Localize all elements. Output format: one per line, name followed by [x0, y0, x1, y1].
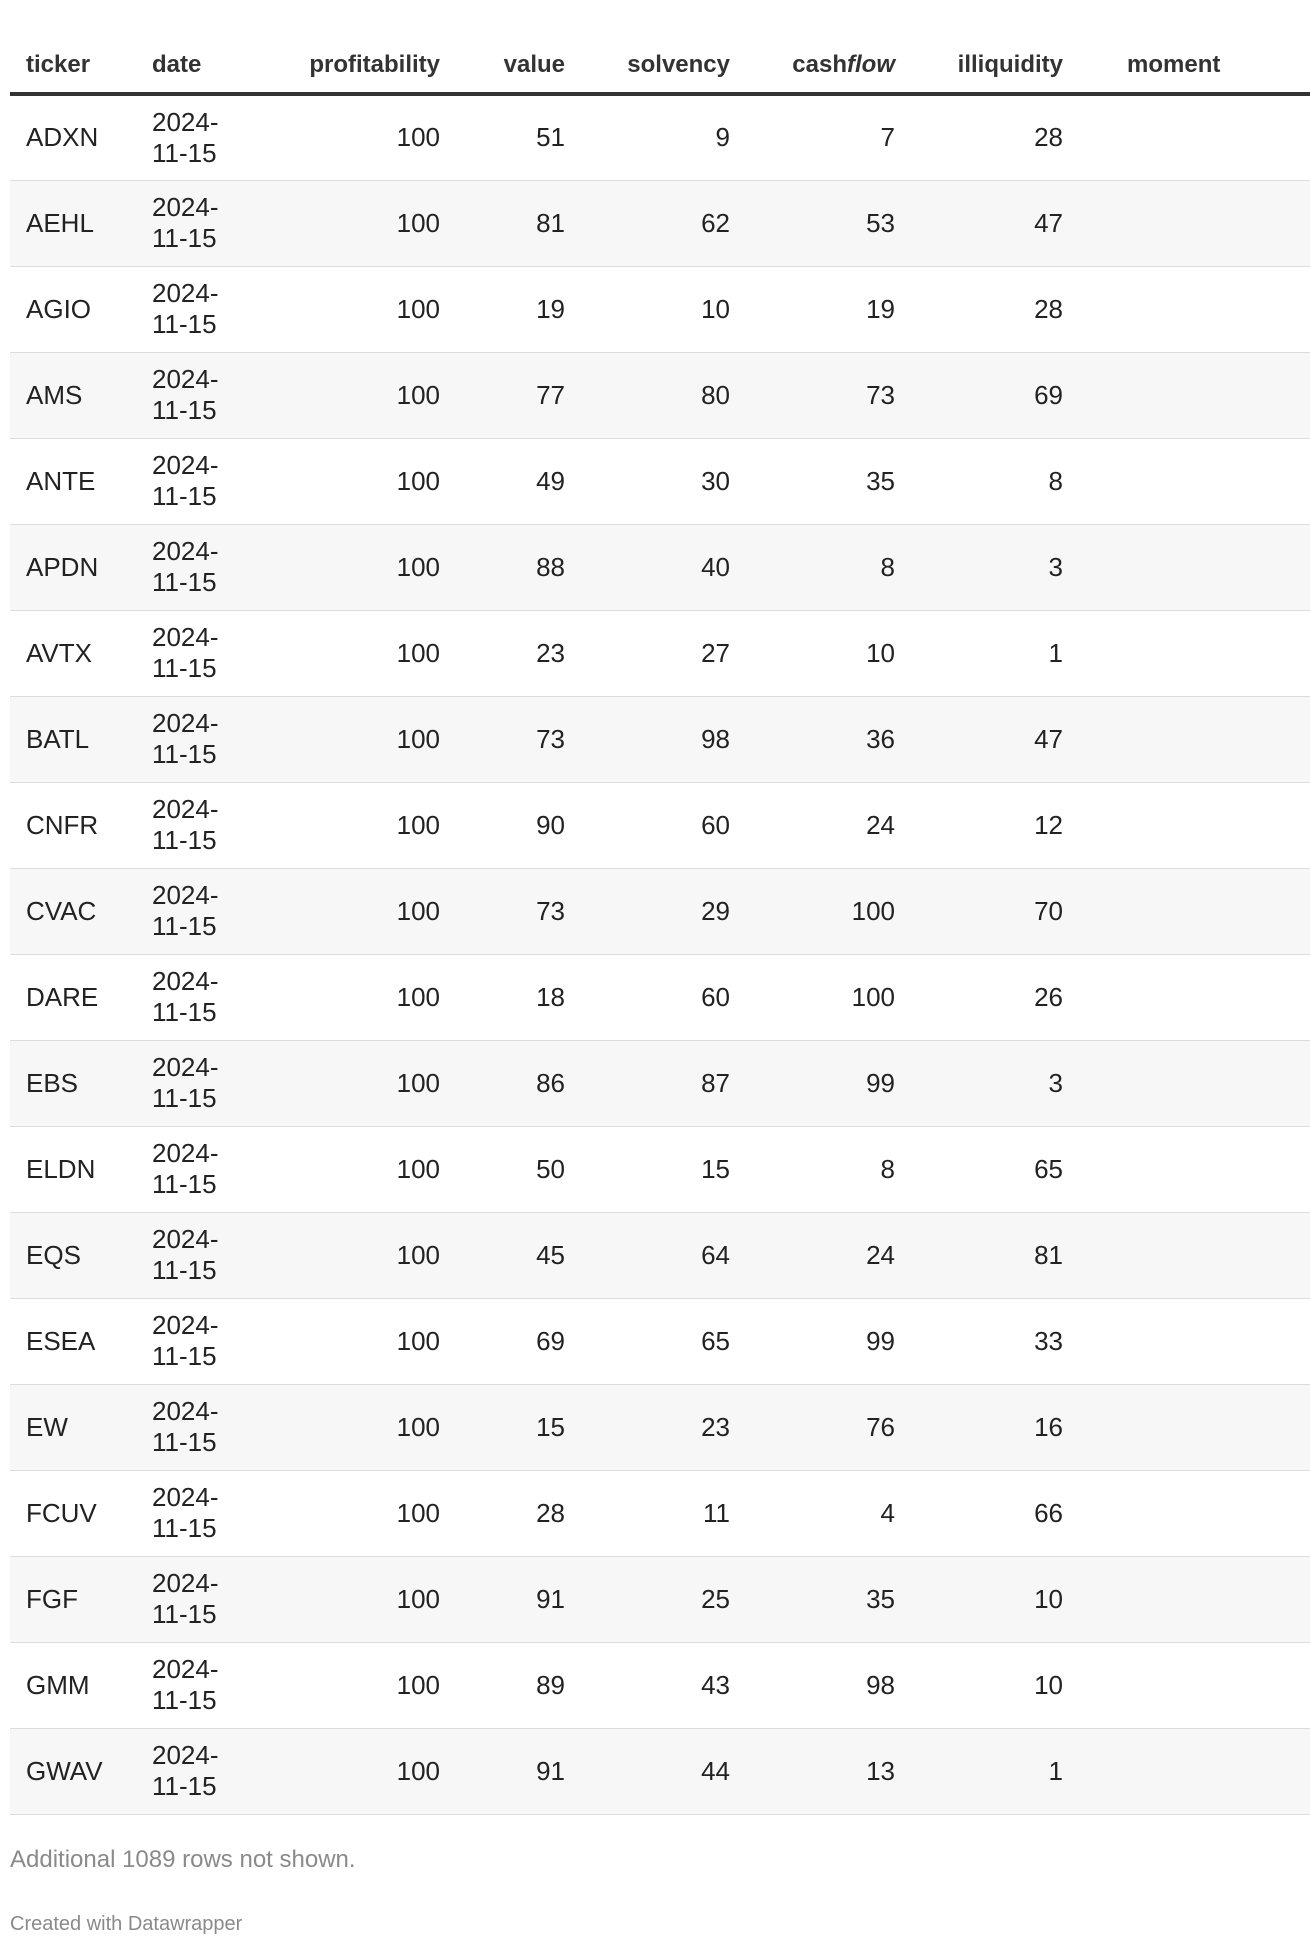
cell-momentum	[1063, 94, 1310, 180]
table-row	[10, 1298, 1310, 1384]
cell-momentum	[1063, 266, 1310, 352]
date-year-part: 2024-	[152, 708, 219, 738]
cell-value: 89	[440, 1642, 565, 1728]
cell-profitability: 100	[262, 782, 440, 868]
cell-ticker: EW	[10, 1384, 152, 1470]
cell-illiquidity: 70	[895, 868, 1063, 954]
cell-date	[152, 1728, 262, 1814]
cell-value: 77	[440, 352, 565, 438]
cell-solvency: 29	[565, 868, 730, 954]
column-header-value[interactable]: value	[440, 38, 565, 94]
date-year-part: 2024-	[152, 1396, 219, 1426]
cell-value: 69	[440, 1298, 565, 1384]
cell-cashflow: 35	[730, 1556, 895, 1642]
date-year-part: 2024-	[152, 450, 219, 480]
cell-date	[152, 438, 262, 524]
date-year-part: 2024-	[152, 622, 219, 652]
cell-solvency: 80	[565, 352, 730, 438]
cell-solvency: 25	[565, 1556, 730, 1642]
cell-solvency: 60	[565, 954, 730, 1040]
cell-value: 86	[440, 1040, 565, 1126]
cell-illiquidity: 10	[895, 1556, 1063, 1642]
table-row	[10, 782, 1310, 868]
cell-momentum	[1063, 610, 1310, 696]
cell-solvency: 40	[565, 524, 730, 610]
table-row	[10, 94, 1310, 180]
cell-profitability: 100	[262, 1728, 440, 1814]
cashflow-header-italic: flow	[847, 51, 895, 78]
cell-cashflow: 76	[730, 1384, 895, 1470]
cell-ticker: ESEA	[10, 1298, 152, 1384]
cell-ticker: ANTE	[10, 438, 152, 524]
cell-cashflow: 8	[730, 524, 895, 610]
cell-momentum	[1063, 1212, 1310, 1298]
date-year-part: 2024-	[152, 1224, 219, 1254]
cell-illiquidity: 26	[895, 954, 1063, 1040]
cashflow-header-plain: cash	[792, 51, 847, 78]
cell-momentum	[1063, 352, 1310, 438]
cell-solvency: 9	[565, 94, 730, 180]
column-header-illiquidity[interactable]: illiquidity	[895, 38, 1063, 94]
date-month-day-part: 11-15	[152, 911, 217, 941]
table-row	[10, 1470, 1310, 1556]
cell-profitability: 100	[262, 954, 440, 1040]
cell-profitability: 100	[262, 1384, 440, 1470]
cell-illiquidity: 28	[895, 266, 1063, 352]
table-row	[10, 266, 1310, 352]
cell-illiquidity: 1	[895, 1728, 1063, 1814]
cell-solvency: 60	[565, 782, 730, 868]
date-month-day-part: 11-15	[152, 1255, 217, 1285]
cell-momentum	[1063, 696, 1310, 782]
date-month-day-part: 11-15	[152, 653, 217, 683]
cell-illiquidity: 10	[895, 1642, 1063, 1728]
cell-profitability: 100	[262, 1040, 440, 1126]
cell-cashflow: 99	[730, 1298, 895, 1384]
date-month-day-part: 11-15	[152, 395, 217, 425]
table-row	[10, 1212, 1310, 1298]
date-month-day-part: 11-15	[152, 309, 217, 339]
table-row	[10, 1384, 1310, 1470]
date-year-part: 2024-	[152, 1138, 219, 1168]
date-year-part: 2024-	[152, 1568, 219, 1598]
cell-ticker: DARE	[10, 954, 152, 1040]
cell-illiquidity: 8	[895, 438, 1063, 524]
date-month-day-part: 11-15	[152, 1771, 217, 1801]
table-row	[10, 1728, 1310, 1814]
cell-momentum	[1063, 1384, 1310, 1470]
cell-value: 45	[440, 1212, 565, 1298]
table-row	[10, 180, 1310, 266]
cell-profitability: 100	[262, 1642, 440, 1728]
cell-ticker: ADXN	[10, 94, 152, 180]
cell-solvency: 30	[565, 438, 730, 524]
cell-illiquidity: 47	[895, 696, 1063, 782]
cell-profitability: 100	[262, 1470, 440, 1556]
cell-cashflow: 19	[730, 266, 895, 352]
date-month-day-part: 11-15	[152, 1341, 217, 1371]
table-notes: Additional 1089 rows not shown.	[10, 1846, 356, 1873]
cell-solvency: 15	[565, 1126, 730, 1212]
cell-date	[152, 610, 262, 696]
table-row	[10, 954, 1310, 1040]
cell-illiquidity: 66	[895, 1470, 1063, 1556]
cell-ticker: EQS	[10, 1212, 152, 1298]
table-row	[10, 524, 1310, 610]
cell-cashflow: 7	[730, 94, 895, 180]
column-header-date[interactable]: date	[152, 38, 262, 94]
cell-cashflow: 4	[730, 1470, 895, 1556]
cell-date	[152, 94, 262, 180]
cell-momentum	[1063, 1642, 1310, 1728]
date-month-day-part: 11-15	[152, 567, 217, 597]
cell-cashflow: 8	[730, 1126, 895, 1212]
cell-profitability: 100	[262, 610, 440, 696]
cell-value: 73	[440, 696, 565, 782]
cell-value: 49	[440, 438, 565, 524]
cell-ticker: GMM	[10, 1642, 152, 1728]
cell-ticker: ELDN	[10, 1126, 152, 1212]
date-year-part: 2024-	[152, 1740, 219, 1770]
cell-ticker: CVAC	[10, 868, 152, 954]
cell-profitability: 100	[262, 266, 440, 352]
cell-value: 18	[440, 954, 565, 1040]
cell-date	[152, 1556, 262, 1642]
cell-profitability: 100	[262, 868, 440, 954]
cell-date	[152, 696, 262, 782]
table-row	[10, 1556, 1310, 1642]
date-month-day-part: 11-15	[152, 1685, 217, 1715]
cell-ticker: AGIO	[10, 266, 152, 352]
cell-date	[152, 1384, 262, 1470]
cell-ticker: GWAV	[10, 1728, 152, 1814]
date-year-part: 2024-	[152, 880, 219, 910]
cell-value: 28	[440, 1470, 565, 1556]
cell-momentum	[1063, 524, 1310, 610]
cell-date	[152, 180, 262, 266]
cell-value: 73	[440, 868, 565, 954]
cell-profitability: 100	[262, 94, 440, 180]
cell-illiquidity: 69	[895, 352, 1063, 438]
date-year-part: 2024-	[152, 794, 219, 824]
cell-date	[152, 868, 262, 954]
cell-momentum	[1063, 1126, 1310, 1212]
cell-solvency: 10	[565, 266, 730, 352]
cell-profitability: 100	[262, 352, 440, 438]
cell-value: 91	[440, 1556, 565, 1642]
cell-ticker: AVTX	[10, 610, 152, 696]
cell-profitability: 100	[262, 696, 440, 782]
cell-illiquidity: 1	[895, 610, 1063, 696]
cell-date	[152, 1642, 262, 1728]
cell-cashflow: 24	[730, 782, 895, 868]
cell-profitability: 100	[262, 438, 440, 524]
cell-cashflow: 73	[730, 352, 895, 438]
date-year-part: 2024-	[152, 966, 219, 996]
table-body	[10, 94, 1310, 1814]
cell-illiquidity: 28	[895, 94, 1063, 180]
cell-ticker: FGF	[10, 1556, 152, 1642]
cell-ticker: FCUV	[10, 1470, 152, 1556]
cell-date	[152, 1298, 262, 1384]
column-header-ticker[interactable]: ticker	[10, 38, 152, 94]
date-year-part: 2024-	[152, 1654, 219, 1684]
cell-ticker: EBS	[10, 1040, 152, 1126]
cell-momentum	[1063, 1728, 1310, 1814]
cell-cashflow: 36	[730, 696, 895, 782]
cell-solvency: 65	[565, 1298, 730, 1384]
cell-momentum	[1063, 180, 1310, 266]
cell-momentum	[1063, 782, 1310, 868]
date-month-day-part: 11-15	[152, 1083, 217, 1113]
data-table	[10, 38, 1310, 1815]
column-header-solvency[interactable]: solvency	[565, 38, 730, 94]
table-row	[10, 610, 1310, 696]
cell-value: 50	[440, 1126, 565, 1212]
date-month-day-part: 11-15	[152, 1513, 217, 1543]
cell-cashflow: 10	[730, 610, 895, 696]
cell-date	[152, 1212, 262, 1298]
cell-illiquidity: 33	[895, 1298, 1063, 1384]
date-year-part: 2024-	[152, 536, 219, 566]
cell-cashflow: 99	[730, 1040, 895, 1126]
cell-ticker: AEHL	[10, 180, 152, 266]
cell-date	[152, 1126, 262, 1212]
data-table-container	[10, 38, 1221, 1815]
date-year-part: 2024-	[152, 364, 219, 394]
cell-profitability: 100	[262, 1298, 440, 1384]
cell-ticker: BATL	[10, 696, 152, 782]
cell-cashflow: 24	[730, 1212, 895, 1298]
cell-date	[152, 1470, 262, 1556]
table-row	[10, 438, 1310, 524]
cell-solvency: 62	[565, 180, 730, 266]
table-row	[10, 868, 1310, 954]
cell-profitability: 100	[262, 524, 440, 610]
table-row	[10, 1040, 1310, 1126]
date-month-day-part: 11-15	[152, 223, 217, 253]
cell-value: 51	[440, 94, 565, 180]
cell-solvency: 44	[565, 1728, 730, 1814]
cell-value: 88	[440, 524, 565, 610]
cell-solvency: 64	[565, 1212, 730, 1298]
cell-illiquidity: 12	[895, 782, 1063, 868]
table-header	[10, 38, 1310, 94]
cell-cashflow: 35	[730, 438, 895, 524]
cell-momentum	[1063, 1298, 1310, 1384]
cell-value: 23	[440, 610, 565, 696]
date-month-day-part: 11-15	[152, 739, 217, 769]
cell-illiquidity: 3	[895, 1040, 1063, 1126]
date-month-day-part: 11-15	[152, 481, 217, 511]
date-year-part: 2024-	[152, 278, 219, 308]
table-row	[10, 696, 1310, 782]
table-row	[10, 352, 1310, 438]
cell-momentum	[1063, 1470, 1310, 1556]
date-year-part: 2024-	[152, 1310, 219, 1340]
cell-solvency: 43	[565, 1642, 730, 1728]
date-year-part: 2024-	[152, 1482, 219, 1512]
table-row	[10, 1642, 1310, 1728]
date-year-part: 2024-	[152, 106, 219, 137]
cell-solvency: 87	[565, 1040, 730, 1126]
datawrapper-credit: Created with Datawrapper	[10, 1913, 243, 1935]
date-month-day-part: 11-15	[152, 1599, 217, 1629]
cell-illiquidity: 47	[895, 180, 1063, 266]
cell-date	[152, 352, 262, 438]
cell-profitability: 100	[262, 1212, 440, 1298]
cell-profitability: 100	[262, 180, 440, 266]
date-month-day-part: 11-15	[152, 997, 217, 1027]
cell-ticker: APDN	[10, 524, 152, 610]
cell-solvency: 11	[565, 1470, 730, 1556]
cell-cashflow: 13	[730, 1728, 895, 1814]
column-header-momentum[interactable]: moment	[1063, 38, 1310, 94]
cell-momentum	[1063, 954, 1310, 1040]
cell-value: 15	[440, 1384, 565, 1470]
header-row	[10, 38, 1310, 94]
cell-momentum	[1063, 1040, 1310, 1126]
cell-solvency: 98	[565, 696, 730, 782]
cell-value: 81	[440, 180, 565, 266]
table-row	[10, 1126, 1310, 1212]
cell-date	[152, 524, 262, 610]
cell-ticker: CNFR	[10, 782, 152, 868]
cell-date	[152, 782, 262, 868]
cell-date	[152, 266, 262, 352]
cell-cashflow: 53	[730, 180, 895, 266]
date-year-part: 2024-	[152, 192, 219, 222]
cell-value: 90	[440, 782, 565, 868]
cell-value: 19	[440, 266, 565, 352]
cell-profitability: 100	[262, 1556, 440, 1642]
cell-ticker: AMS	[10, 352, 152, 438]
cell-solvency: 23	[565, 1384, 730, 1470]
column-header-profitability[interactable]: profitability	[262, 38, 440, 94]
cell-illiquidity: 3	[895, 524, 1063, 610]
cell-illiquidity: 16	[895, 1384, 1063, 1470]
cell-cashflow: 100	[730, 954, 895, 1040]
column-header-cashflow[interactable]	[730, 38, 895, 94]
cell-illiquidity: 81	[895, 1212, 1063, 1298]
cell-value: 91	[440, 1728, 565, 1814]
date-month-day-part: 11-15	[152, 1169, 217, 1199]
cell-illiquidity: 65	[895, 1126, 1063, 1212]
cell-momentum	[1063, 438, 1310, 524]
cell-cashflow: 100	[730, 868, 895, 954]
cell-momentum	[1063, 1556, 1310, 1642]
cell-profitability: 100	[262, 1126, 440, 1212]
cell-date	[152, 1040, 262, 1126]
cell-momentum	[1063, 868, 1310, 954]
date-month-day-part: 11-15	[152, 1427, 217, 1457]
date-month-day-part: 11-15	[152, 137, 217, 168]
cell-cashflow: 98	[730, 1642, 895, 1728]
date-year-part: 2024-	[152, 1052, 219, 1082]
date-month-day-part: 11-15	[152, 825, 217, 855]
cell-solvency: 27	[565, 610, 730, 696]
cell-date	[152, 954, 262, 1040]
